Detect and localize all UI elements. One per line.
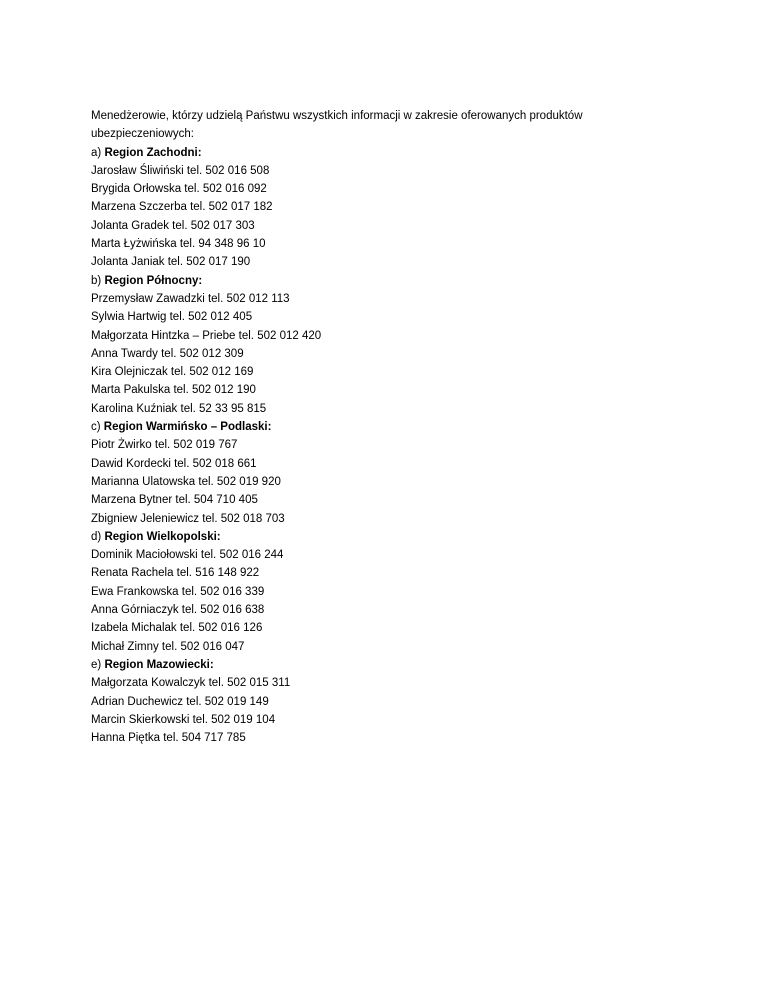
manager-entry: Piotr Żwirko tel. 502 019 767 [91, 439, 238, 452]
manager-entry: Dawid Kordecki tel. 502 018 661 [91, 457, 257, 470]
manager-entry: Anna Twardy tel. 502 012 309 [91, 347, 244, 360]
region-name: Region Północny: [104, 274, 203, 287]
region-section [91, 272, 671, 418]
manager-entry: Marzena Szczerba tel. 502 017 182 [91, 201, 273, 214]
manager-entry: Hanna Piętka tel. 504 717 785 [91, 732, 246, 745]
region-heading [91, 418, 671, 436]
manager-entry: Renata Rachela tel. 516 148 922 [91, 567, 260, 580]
region-prefix: d) [91, 530, 102, 543]
manager-entry: Karolina Kuźniak tel. 52 33 95 815 [91, 402, 267, 415]
region-heading [91, 656, 671, 674]
region-prefix: a) [91, 146, 102, 159]
manager-entry: Izabela Michalak tel. 502 016 126 [91, 622, 263, 635]
manager-entry: Adrian Duchewicz tel. 502 019 149 [91, 695, 269, 708]
region-prefix: c) [91, 421, 101, 434]
manager-entry: Ewa Frankowska tel. 502 016 339 [91, 585, 265, 598]
region-section [91, 656, 671, 747]
manager-entry: Małgorzata Kowalczyk tel. 502 015 311 [91, 677, 291, 690]
manager-entry: Jolanta Janiak tel. 502 017 190 [91, 256, 251, 269]
region-heading [91, 272, 671, 290]
manager-entry: Marcin Skierkowski tel. 502 019 104 [91, 713, 276, 726]
region-prefix: e) [91, 658, 102, 671]
manager-entry: Przemysław Zawadzki tel. 502 012 113 [91, 292, 290, 305]
manager-entry: Brygida Orłowska tel. 502 016 092 [91, 183, 267, 196]
region-heading [91, 144, 671, 162]
manager-entry: Sylwia Hartwig tel. 502 012 405 [91, 311, 253, 324]
manager-entry: Anna Górniaczyk tel. 502 016 638 [91, 604, 265, 617]
manager-entry: Zbigniew Jeleniewicz tel. 502 018 703 [91, 512, 285, 525]
region-name: Region Mazowiecki: [104, 658, 214, 671]
manager-entry: Marianna Ulatowska tel. 502 019 920 [91, 475, 281, 488]
manager-entry: Kira Olejniczak tel. 502 012 169 [91, 366, 254, 379]
manager-entry: Dominik Maciołowski tel. 502 016 244 [91, 549, 284, 562]
region-prefix: b) [91, 274, 102, 287]
region-section [91, 418, 671, 528]
manager-entry: Jolanta Gradek tel. 502 017 303 [91, 219, 255, 232]
intro-paragraph: Menedżerowie, którzy udzielą Państwu wszystkich informacji w zakresie oferowanych produktów ubezpieczeniowych: [91, 110, 583, 141]
region-name: Region Zachodni: [104, 146, 202, 159]
region-section [91, 144, 671, 272]
region-heading [91, 528, 671, 546]
manager-entry: Marzena Bytner tel. 504 710 405 [91, 494, 258, 507]
manager-entry: Marta Łyżwińska tel. 94 348 96 10 [91, 238, 266, 251]
region-section [91, 528, 671, 656]
manager-entry: Małgorzata Hintzka – Priebe tel. 502 012 420 [91, 329, 322, 342]
document-page [91, 107, 671, 747]
manager-entry: Marta Pakulska tel. 502 012 190 [91, 384, 256, 397]
region-name: Region Wielkopolski: [104, 530, 221, 543]
region-name: Region Warmińsko – Podlaski: [103, 421, 272, 434]
manager-entry: Michał Zimny tel. 502 016 047 [91, 640, 245, 653]
manager-entry: Jarosław Śliwiński tel. 502 016 508 [91, 164, 270, 177]
